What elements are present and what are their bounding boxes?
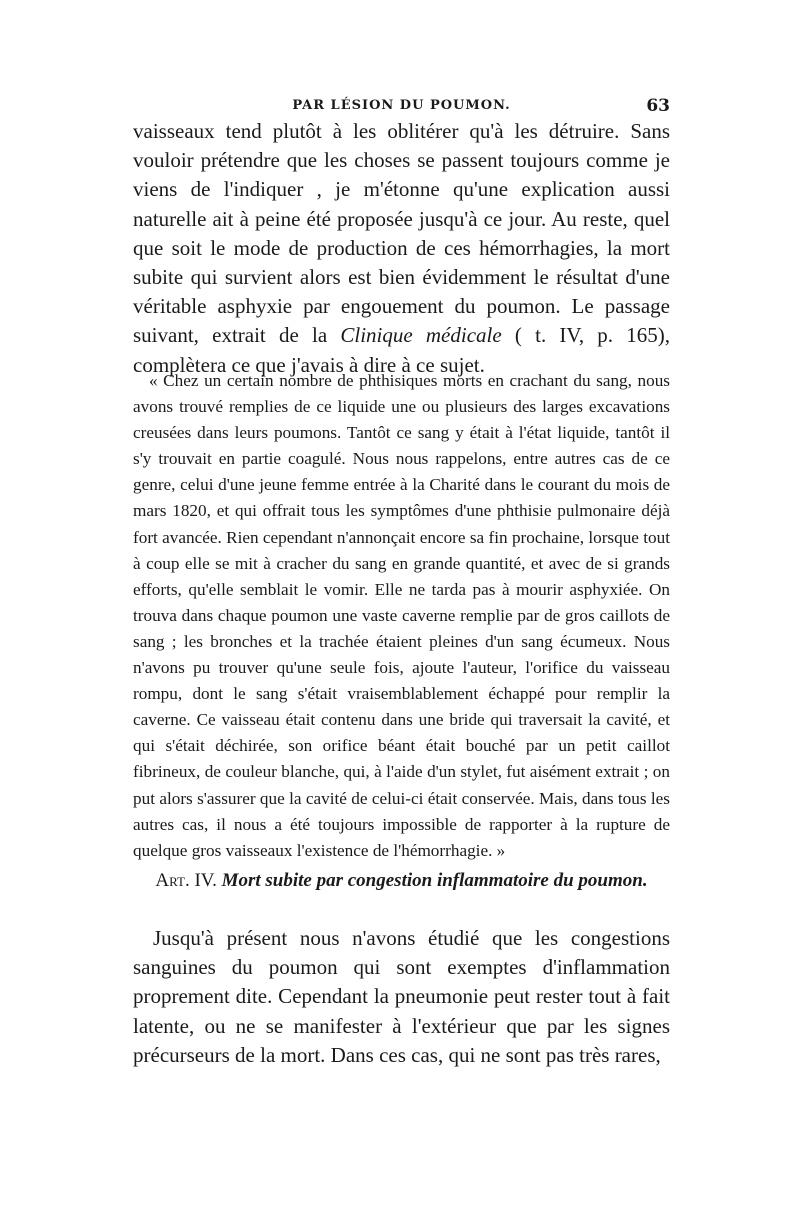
section-number: Art. IV.	[155, 870, 217, 891]
page-number: 63	[646, 96, 670, 116]
section-heading	[133, 870, 670, 892]
paragraph: Jusqu'à présent nous n'avons étudié que les congestions sanguines du poumon qui sont exemptes d'inflammation proprement dite. Cependant la pneumonie peut rester tout à fait latente, ou ne se manifester à l'extérieur que par les signes précurseurs de la mort. Dans ces cas, qui ne sont pas très rares,	[133, 926, 670, 1067]
paragraph-continuation	[133, 117, 670, 380]
book-title-italic: Clinique médicale	[340, 323, 502, 348]
quotation-text: « Chez un certain nombre de phthisiques morts en crachant du sang, nous avons trouvé remplies de ce liquide une ou plusieurs des larges excavations creusées dans leurs poumons. Tantôt ce sang y était à l'état liquide, tantôt il s'y trouvait en partie coagulé. Nous nous rappelons, entre autres cas de ce genre, celui d'une jeune femme entrée à la Charité dans le courant du mois de mars 1820, et qui offrait tous les symptômes d'une phthisie pulmonaire déjà fort avancée. Rien cependant n'annonçait encore sa fin prochaine, lorsque tout à coup elle se mit à cracher du sang en grande quantité, et avec de si grands efforts, qu'elle semblait le vomir. Elle ne tarda pas à mourir asphyxiée. On trouva dans chaque poumon une vaste caverne remplie par de gros caillots de sang ; les bronches et la trachée étaient pleines d'un sang écumeux. Nous n'avons pu trouver qu'une seule fois, ajoute l'auteur, l'orifice du vaisseau rompu, dont le sang s'était vraisemblablement échappé pour remplir la caverne. Ce vaisseau était contenu dans une bride qui traversait la cavité, et qui s'était déchirée, son orifice béant était bouché par un petit caillot fibrineux, de couleur blanche, qui, à l'aide d'un stylet, fut aisément extrait ; on put alors s'assurer que la cavité de celui-ci était conservée. Mais, dans tous les autres cas, il nous a été toujours impossible de rapporter à la rupture de quelque gros vaisseaux l'existence de l'hémorrhagie. »	[133, 371, 670, 860]
block-quotation	[133, 368, 670, 864]
paragraph-text: vaisseaux tend plutôt à les oblitérer qu'à les détruire. Sans vouloir prétendre que les choses se passent toujours comme je viens de l'indiquer , je m'étonne qu'une explication aussi naturelle ait à peine été proposée jusqu'à ce jour. Au reste, quel que soit le mode de production de ces hémorrhagies, la mort subite qui survient alors est bien évidemment le résultat d'une véritable asphyxie par engouement du poumon. Le passage suivant, extrait de la	[133, 119, 670, 348]
section-title: Mort subite par congestion inflammatoire du poumon.	[221, 870, 648, 891]
page-header	[133, 98, 670, 118]
paragraph-text-end: ( t. IV, p. 165), complètera ce que j'avais à dire à ce sujet.	[133, 323, 670, 377]
running-title: PAR LÉSION DU POUMON.	[292, 98, 511, 113]
